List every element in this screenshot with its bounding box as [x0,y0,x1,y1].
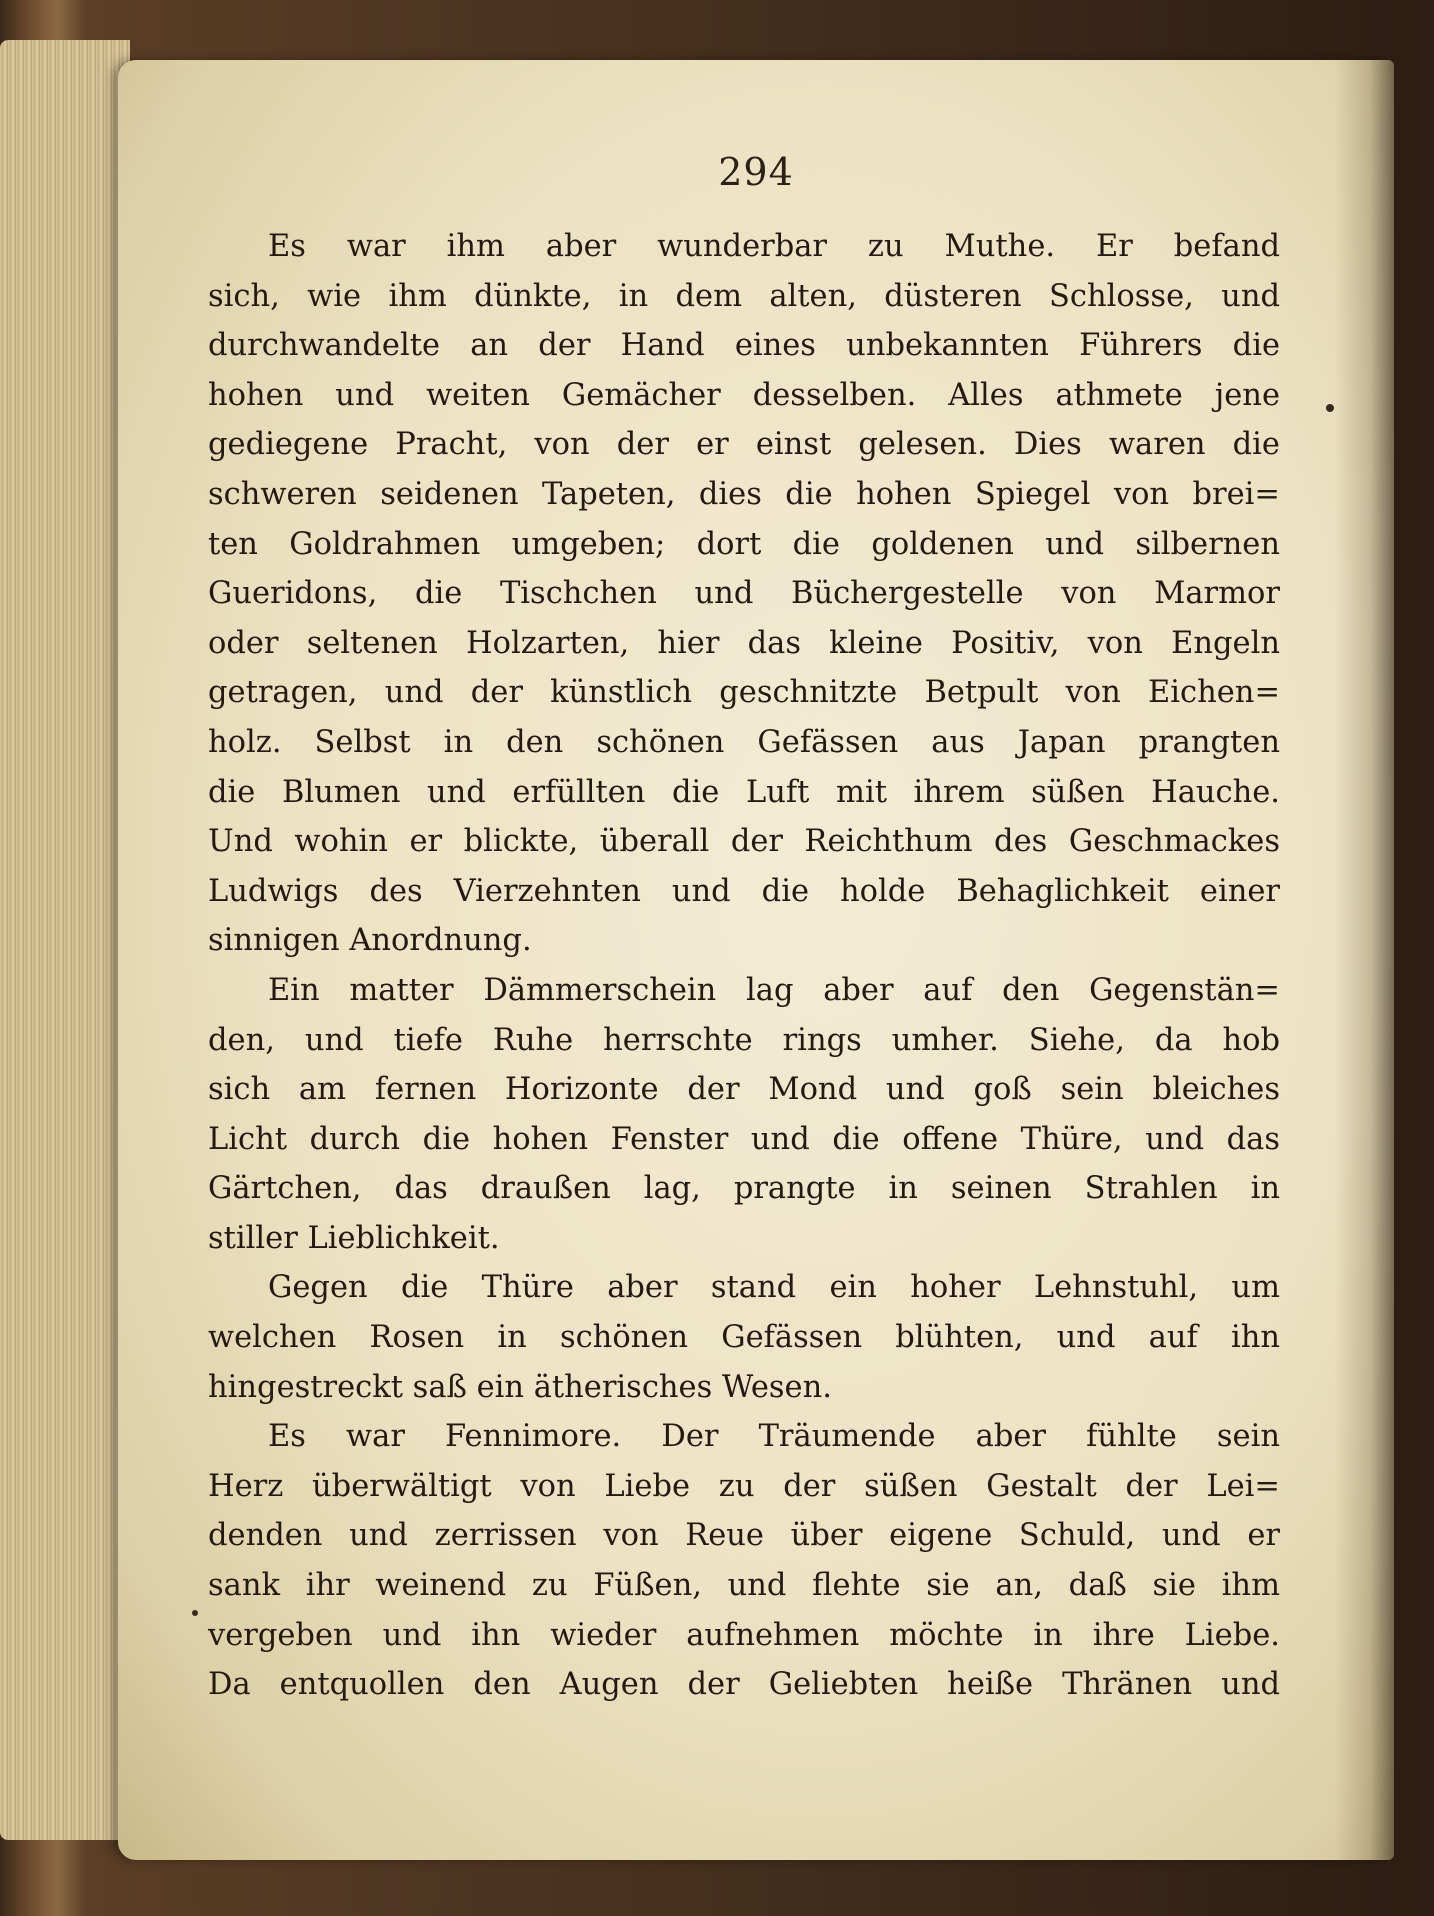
paragraph [208,966,1280,1264]
page-edges [0,40,130,1840]
text-line: Und wohin er blickte, überall der Reichthum des Geschmackes [208,824,1280,860]
text-line: schweren seidenen Tapeten, dies die hohen Spiegel von brei= [208,476,1280,512]
text-line: Herz überwältigt von Liebe zu der süßen Gestalt der Lei= [208,1468,1280,1504]
text-line: durchwandelte an der Hand eines unbekannten Führers die [208,328,1280,364]
text-line: die Blumen und erfüllten die Luft mit ihrem süßen Hauche. [208,774,1280,810]
text-line: Da entquollen den Augen der Geliebten heiße Thränen und [208,1667,1280,1703]
text-line: Gärtchen, das draußen lag, prangte in seinen Strahlen in [208,1171,1280,1207]
text-line: getragen, und der künstlich geschnitzte Betpult von Eichen= [208,675,1280,711]
text-line: Gueridons, die Tischchen und Büchergestelle von Marmor [208,576,1280,612]
text-line: hohen und weiten Gemächer desselben. Alles athmete jene [208,377,1280,413]
page-gutter-shadow [1334,60,1394,1860]
text-line: oder seltenen Holzarten, hier das kleine Positiv, von Engeln [208,625,1280,661]
body-text [208,222,1280,1710]
text-line: Es war Fennimore. Der Träumende aber fühlte sein [268,1419,1280,1455]
text-line: Es war ihm aber wunderbar zu Muthe. Er befand [268,229,1280,264]
ink-speck [192,1610,198,1616]
text-line: sank ihr weinend zu Füßen, und flehte sie an, daß sie ihm [208,1568,1280,1604]
ink-speck [1326,404,1334,412]
paragraph [208,1263,1280,1412]
text-line: stiller Lieblichkeit. [208,1220,500,1256]
text-line: hingestreckt saß ein ätherisches Wesen. [208,1369,832,1405]
paragraph [208,1412,1280,1710]
text-line: holz. Selbst in den schönen Gefässen aus Japan prangten [208,724,1280,760]
text-line: sich, wie ihm dünkte, in dem alten, düsteren Schlosse, und [208,278,1280,314]
text-line: Gegen die Thüre aber stand ein hoher Lehnstuhl, um [268,1270,1280,1306]
text-line: Ein matter Dämmerschein lag aber auf den Gegenstän= [268,972,1280,1008]
text-line: sinnigen Anordnung. [208,923,532,959]
text-line: den, und tiefe Ruhe herrschte rings umher. Siehe, da hob [208,1022,1280,1058]
text-line: denden und zerrissen von Reue über eigene Schuld, und er [208,1518,1280,1554]
text-line: vergeben und ihn wieder aufnehmen möchte in ihre Liebe. [208,1617,1280,1653]
text-line: sich am fernen Horizonte der Mond und goß sein bleiches [208,1072,1280,1108]
text-line: welchen Rosen in schönen Gefässen blühten, und auf ihn [208,1320,1280,1356]
text-line: gediegene Pracht, von der er einst gelesen. Dies waren die [208,427,1280,463]
text-line: ten Goldrahmen umgeben; dort die goldenen und silbernen [208,526,1280,562]
page-number: 294 [718,150,794,194]
paragraph [208,222,1280,966]
text-line: Licht durch die hohen Fenster und die offene Thüre, und das [208,1121,1280,1157]
text-line: Ludwigs des Vierzehnten und die holde Behaglichkeit einer [208,873,1280,909]
